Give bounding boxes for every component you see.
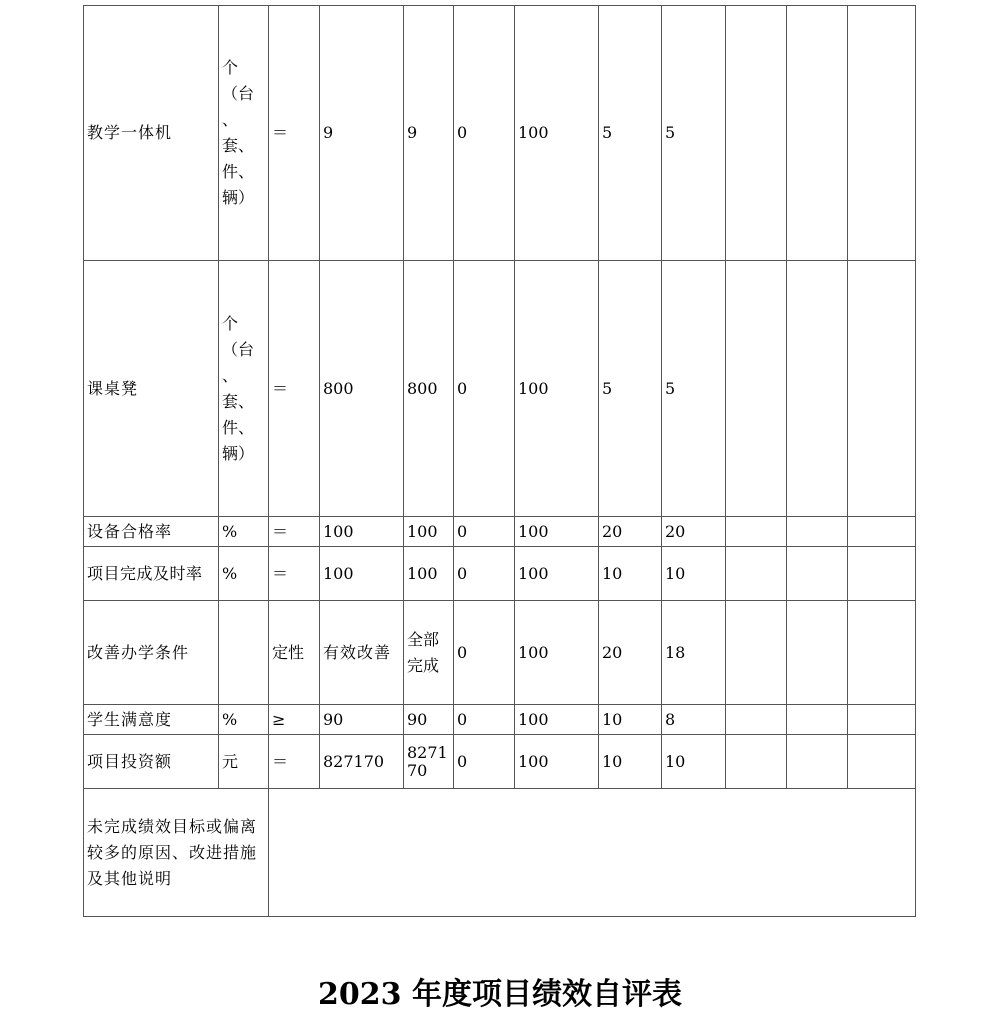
score-value: 10 [662,547,726,601]
operator-cell: ≥ [269,705,320,735]
actual-value: 全部完成 [404,601,454,705]
actual-value: 90 [404,705,454,735]
empty-cell [726,547,787,601]
value-c: 0 [454,705,515,735]
unit-cell: 个 （台 、 套、 件、 辆） [219,6,269,261]
weight-value: 5 [599,261,662,517]
empty-cell [726,601,787,705]
page-title: 2023 年度项目绩效自评表 [318,977,682,1012]
table-row [84,735,916,789]
score-value: 20 [662,517,726,547]
target-value: 100 [320,517,404,547]
value-d: 100 [515,601,599,705]
unit-cell [219,601,269,705]
value-c: 0 [454,261,515,517]
target-value: 有效改善 [320,601,404,705]
target-value: 800 [320,261,404,517]
actual-value: 800 [404,261,454,517]
weight-value: 10 [599,735,662,789]
table-row [84,261,916,517]
notes-label: 未完成绩效目标或偏离较多的原因、改进措施及其他说明 [84,789,269,917]
operator-cell: ＝ [269,547,320,601]
unit-cell: 元 [219,735,269,789]
empty-cell [787,735,848,789]
actual-value: 9 [404,6,454,261]
empty-cell [848,601,916,705]
empty-cell [726,6,787,261]
actual-value: 100 [404,547,454,601]
weight-value: 10 [599,705,662,735]
indicator-name: 学生满意度 [84,705,219,735]
unit-cell: % [219,547,269,601]
weight-value: 5 [599,6,662,261]
value-d: 100 [515,735,599,789]
empty-cell [726,705,787,735]
score-value: 5 [662,6,726,261]
target-value: 827170 [320,735,404,789]
performance-table [83,5,916,917]
unit-cell: % [219,517,269,547]
value-d: 100 [515,517,599,547]
value-c: 0 [454,601,515,705]
empty-cell [787,705,848,735]
empty-cell [848,261,916,517]
empty-cell [726,517,787,547]
empty-cell [787,601,848,705]
empty-cell [848,735,916,789]
indicator-name: 改善办学条件 [84,601,219,705]
empty-cell [787,547,848,601]
operator-cell: 定性 [269,601,320,705]
notes-content [269,789,916,917]
empty-cell [848,547,916,601]
indicator-name: 项目投资额 [84,735,219,789]
score-value: 8 [662,705,726,735]
operator-cell: ＝ [269,261,320,517]
unit-cell: 个 （台 、 套、 件、 辆） [219,261,269,517]
table-row [84,705,916,735]
value-d: 100 [515,705,599,735]
value-d: 100 [515,6,599,261]
empty-cell [848,705,916,735]
value-c: 0 [454,735,515,789]
actual-value: 827170 [404,735,454,789]
target-value: 9 [320,6,404,261]
operator-cell: ＝ [269,6,320,261]
indicator-name: 设备合格率 [84,517,219,547]
empty-cell [726,735,787,789]
empty-cell [848,6,916,261]
empty-cell [787,6,848,261]
unit-cell: % [219,705,269,735]
value-c: 0 [454,517,515,547]
indicator-name: 项目完成及时率 [84,547,219,601]
target-value: 90 [320,705,404,735]
notes-row [84,789,916,917]
empty-cell [787,261,848,517]
table-row [84,547,916,601]
weight-value: 10 [599,547,662,601]
value-d: 100 [515,547,599,601]
weight-value: 20 [599,517,662,547]
score-value: 10 [662,735,726,789]
empty-cell [848,517,916,547]
table-row [84,601,916,705]
indicator-name: 课桌凳 [84,261,219,517]
score-value: 18 [662,601,726,705]
operator-cell: ＝ [269,517,320,547]
operator-cell: ＝ [269,735,320,789]
score-value: 5 [662,261,726,517]
target-value: 100 [320,547,404,601]
indicator-name: 教学一体机 [84,6,219,261]
value-d: 100 [515,261,599,517]
empty-cell [726,261,787,517]
empty-cell [787,517,848,547]
table-row [84,6,916,261]
weight-value: 20 [599,601,662,705]
table-row [84,517,916,547]
value-c: 0 [454,6,515,261]
value-c: 0 [454,547,515,601]
actual-value: 100 [404,517,454,547]
